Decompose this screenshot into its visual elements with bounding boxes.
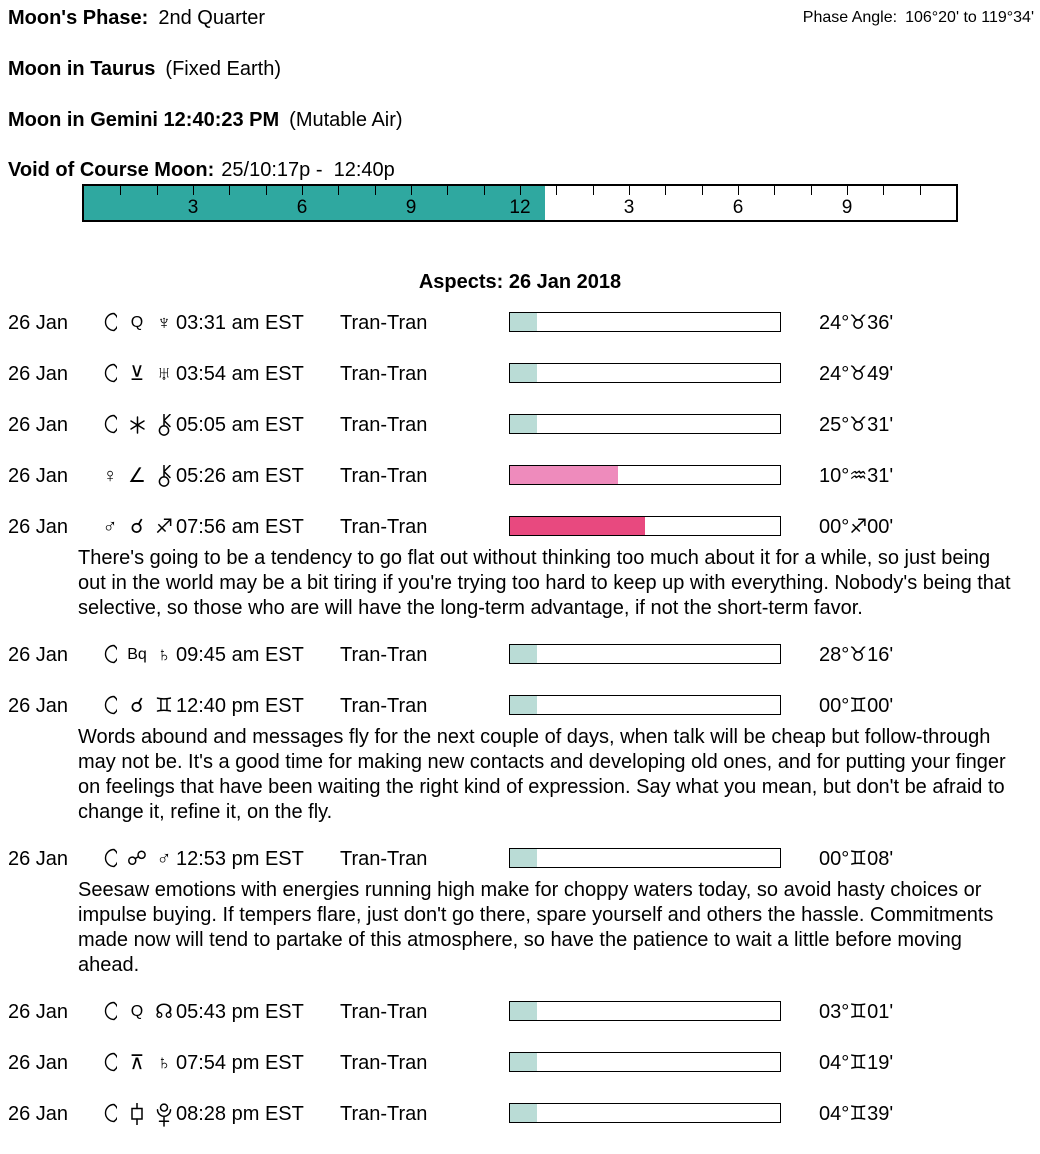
moons-phase-line: [8, 7, 265, 30]
aspect-time: 08:28 pm EST: [176, 1103, 304, 1125]
aspect-type: Tran-Tran: [340, 644, 428, 666]
mars-icon: ♂: [102, 516, 118, 538]
saturn-icon: ♄: [156, 1052, 172, 1074]
bar-fill: [510, 1002, 537, 1020]
aspect-row: [0, 363, 1040, 385]
moons-phase-label: Moon's Phase:: [8, 7, 149, 29]
bar-fill: [510, 415, 537, 433]
aspect-time: 03:31 am EST: [176, 312, 304, 334]
aspect-type: Tran-Tran: [340, 414, 428, 436]
aspect-position: 03°♊01': [819, 1001, 894, 1023]
neptune-icon: ♆: [156, 312, 172, 334]
aspect-strength-bar: [509, 516, 781, 536]
aspect-row: [0, 848, 1040, 870]
timeline-hour-tick: [266, 186, 267, 195]
aspect-time: 09:45 am EST: [176, 644, 304, 666]
bar-fill: [510, 313, 537, 331]
moon-icon: [97, 1052, 123, 1074]
aspect-position: 10°♒31': [819, 465, 894, 487]
aspect-date: 26 Jan: [8, 848, 69, 870]
aspect-note: Words abound and messages fly for the next couple of days, when talk will be cheap but follow-through may not be. It's a good time for making new contacts and developing old ones, and for putting your finger on feelings that have been waiting the right kind of expression. Say what you mean, but don't be afraid to change it, refine it, on the fly.: [78, 726, 1006, 823]
timeline-hour-tick: [665, 186, 666, 195]
bar-fill: [510, 517, 645, 535]
timeline-hour-tick: [411, 186, 412, 195]
moon-icon: [97, 1001, 123, 1023]
bar-fill: [510, 696, 537, 714]
aspect-row: [0, 516, 1040, 538]
voc-day-timeline: [82, 184, 958, 222]
timeline-hour-label: 9: [841, 197, 853, 218]
bar-fill: [510, 466, 618, 484]
phase-angle-value: 106°20' to 119°34': [905, 9, 1034, 26]
timeline-hour-label: 9: [405, 197, 417, 218]
aspect-row: [0, 312, 1040, 334]
moon-icon: [97, 312, 123, 334]
moons-phase-value: 2nd Quarter: [158, 7, 266, 29]
aspect-row: [0, 1001, 1040, 1023]
semisextile-icon: ⊻: [129, 363, 145, 385]
mars-icon: ♂: [156, 848, 172, 870]
timeline-hour-tick: [484, 186, 485, 195]
aspect-type: Tran-Tran: [340, 516, 428, 538]
aspect-strength-bar: [509, 1001, 781, 1021]
aspect-row: [0, 465, 1040, 487]
timeline-hour-tick: [738, 186, 739, 195]
aspect-strength-bar: [509, 644, 781, 664]
timeline-hour-tick: [229, 186, 230, 195]
timeline-hour-tick: [302, 186, 303, 195]
aspect-strength-bar: [509, 695, 781, 715]
gemini-icon: ♊: [155, 695, 173, 717]
bar-fill: [510, 1104, 537, 1122]
aspect-position: 25°♉31': [819, 414, 894, 436]
voc-line: [8, 159, 395, 182]
saturn-icon: ♄: [156, 644, 172, 666]
quintile-icon: Q: [130, 1003, 144, 1020]
aspect-time: 03:54 am EST: [176, 363, 304, 385]
timeline-hour-tick: [556, 186, 557, 195]
timeline-hour-label: 12: [509, 197, 531, 218]
aspect-strength-bar: [509, 465, 781, 485]
aspect-position: 00°♊08': [819, 848, 894, 870]
moon-icon: [97, 695, 123, 717]
uranus-icon: ♅: [156, 363, 172, 385]
phase-angle: [803, 9, 1034, 27]
timeline-hour-tick: [375, 186, 376, 195]
timeline-hour-tick: [811, 186, 812, 195]
aspect-date: 26 Jan: [8, 363, 69, 385]
chiron-icon: [151, 465, 177, 489]
timeline-hour-label: 3: [623, 197, 635, 218]
aspect-type: Tran-Tran: [340, 1103, 428, 1125]
aspect-strength-bar: [509, 363, 781, 383]
moon-icon: [97, 1103, 123, 1125]
opposition-icon: ☍: [126, 848, 148, 870]
aspect-position: 28°♉16': [819, 644, 894, 666]
quintile-icon: Q: [130, 314, 144, 331]
aspect-note: Seesaw emotions with energies running high make for choppy waters today, so avoid hasty choices or impulse buying. If tempers flare, just don't go there, spare yourself and others the hassle. Commitments made now will tend to partake of this atmosphere, so have the patience to wait a little before moving ahead.: [78, 879, 994, 976]
timeline-hour-tick: [920, 186, 921, 195]
north-node-icon: ☊: [155, 1001, 173, 1023]
timeline-hour-label: 3: [187, 197, 199, 218]
aspect-strength-bar: [509, 848, 781, 868]
aspect-date: 26 Jan: [8, 1103, 69, 1125]
sextile-icon: [123, 414, 151, 436]
aspect-date: 26 Jan: [8, 312, 69, 334]
voc-label: Void of Course Moon:: [8, 159, 215, 181]
aspect-type: Tran-Tran: [340, 695, 428, 717]
pluto-icon: [151, 1103, 177, 1129]
aspect-position: 24°♉49': [819, 363, 894, 385]
moon-icon: [97, 363, 123, 385]
aspect-strength-bar: [509, 1052, 781, 1072]
aspect-time: 07:56 am EST: [176, 516, 304, 538]
moon-ingress-label: Moon in Gemini 12:40:23 PM: [8, 109, 280, 131]
semisquare-icon: ∠: [128, 465, 146, 487]
timeline-hour-label: 6: [732, 197, 744, 218]
timeline-hour-tick: [847, 186, 848, 195]
aspect-date: 26 Jan: [8, 465, 69, 487]
moon-icon: [97, 414, 123, 436]
aspect-row: [0, 1103, 1040, 1125]
timeline-hour-tick: [593, 186, 594, 195]
aspect-time: 05:05 am EST: [176, 414, 304, 436]
timeline-hour-tick: [520, 186, 521, 195]
aspect-date: 26 Jan: [8, 516, 69, 538]
timeline-hour-tick: [774, 186, 775, 195]
voc-value: 25/10:17p - 12:40p: [221, 159, 395, 181]
moon-icon: [97, 848, 123, 870]
aspect-strength-bar: [509, 414, 781, 434]
timeline-hour-tick: [883, 186, 884, 195]
moon-sign-line: [8, 58, 281, 81]
aspect-date: 26 Jan: [8, 644, 69, 666]
aspect-strength-bar: [509, 312, 781, 332]
aspect-row: [0, 1052, 1040, 1074]
aspect-type: Tran-Tran: [340, 1052, 428, 1074]
timeline-hour-tick: [157, 186, 158, 195]
aspects-title: Aspects: 26 Jan 2018: [418, 271, 622, 293]
timeline-hour-tick: [193, 186, 194, 195]
moon-ingress-note: (Mutable Air): [289, 109, 403, 131]
conjunction-icon: ☌: [130, 695, 144, 717]
timeline-hour-tick: [338, 186, 339, 195]
aspect-position: 04°♊19': [819, 1052, 894, 1074]
quincunx-icon: ⊼: [129, 1052, 145, 1074]
sesquiquadrate-icon: [123, 1103, 151, 1127]
aspect-date: 26 Jan: [8, 1052, 69, 1074]
aspect-type: Tran-Tran: [340, 363, 428, 385]
sagittarius-icon: ♐: [155, 516, 173, 538]
aspect-position: 04°♊39': [819, 1103, 894, 1125]
moon-sign-label: Moon in Taurus: [8, 58, 156, 80]
timeline-hour-tick: [629, 186, 630, 195]
bar-fill: [510, 645, 537, 663]
aspect-position: 00°♐00': [819, 516, 894, 538]
phase-angle-label: Phase Angle:: [802, 9, 898, 26]
aspect-date: 26 Jan: [8, 1001, 69, 1023]
aspect-row: [0, 644, 1040, 666]
aspect-time: 05:26 am EST: [176, 465, 304, 487]
bar-fill: [510, 849, 537, 867]
timeline-hour-label: 6: [296, 197, 308, 218]
aspect-type: Tran-Tran: [340, 848, 428, 870]
timeline-hour-tick: [702, 186, 703, 195]
aspect-note: There's going to be a tendency to go flat out without thinking too much about it for a while, so just being out in the world may be a bit tiring if you're trying too hard to keep up with everything. Nobody's being that selective, so those who are will have the long-term advantage, if not the short-term favor.: [78, 547, 1011, 619]
aspect-date: 26 Jan: [8, 695, 69, 717]
moon-sign-note: (Fixed Earth): [165, 58, 281, 80]
aspect-time: 12:53 pm EST: [176, 848, 304, 870]
bar-fill: [510, 1053, 537, 1071]
timeline-hour-tick: [447, 186, 448, 195]
timeline-hour-tick: [120, 186, 121, 195]
bar-fill: [510, 364, 537, 382]
aspect-position: 24°♉36': [819, 312, 894, 334]
aspect-list: [0, 312, 1040, 1154]
aspect-position: 00°♊00': [819, 695, 894, 717]
aspect-type: Tran-Tran: [340, 312, 428, 334]
aspect-date: 26 Jan: [8, 414, 69, 436]
venus-icon: ♀: [102, 465, 118, 487]
timeline-elapsed-fill: [84, 186, 545, 220]
aspect-time: 05:43 pm EST: [176, 1001, 304, 1023]
aspect-row: [0, 695, 1040, 717]
biquintile-icon: Bq: [127, 646, 147, 663]
aspect-type: Tran-Tran: [340, 1001, 428, 1023]
chiron-icon: [151, 414, 177, 438]
moon-ingress-line: [8, 109, 403, 132]
aspect-row: [0, 414, 1040, 436]
aspect-time: 12:40 pm EST: [176, 695, 304, 717]
aspect-strength-bar: [509, 1103, 781, 1123]
aspect-time: 07:54 pm EST: [176, 1052, 304, 1074]
moon-icon: [97, 644, 123, 666]
aspect-type: Tran-Tran: [340, 465, 428, 487]
conjunction-icon: ☌: [130, 516, 144, 538]
